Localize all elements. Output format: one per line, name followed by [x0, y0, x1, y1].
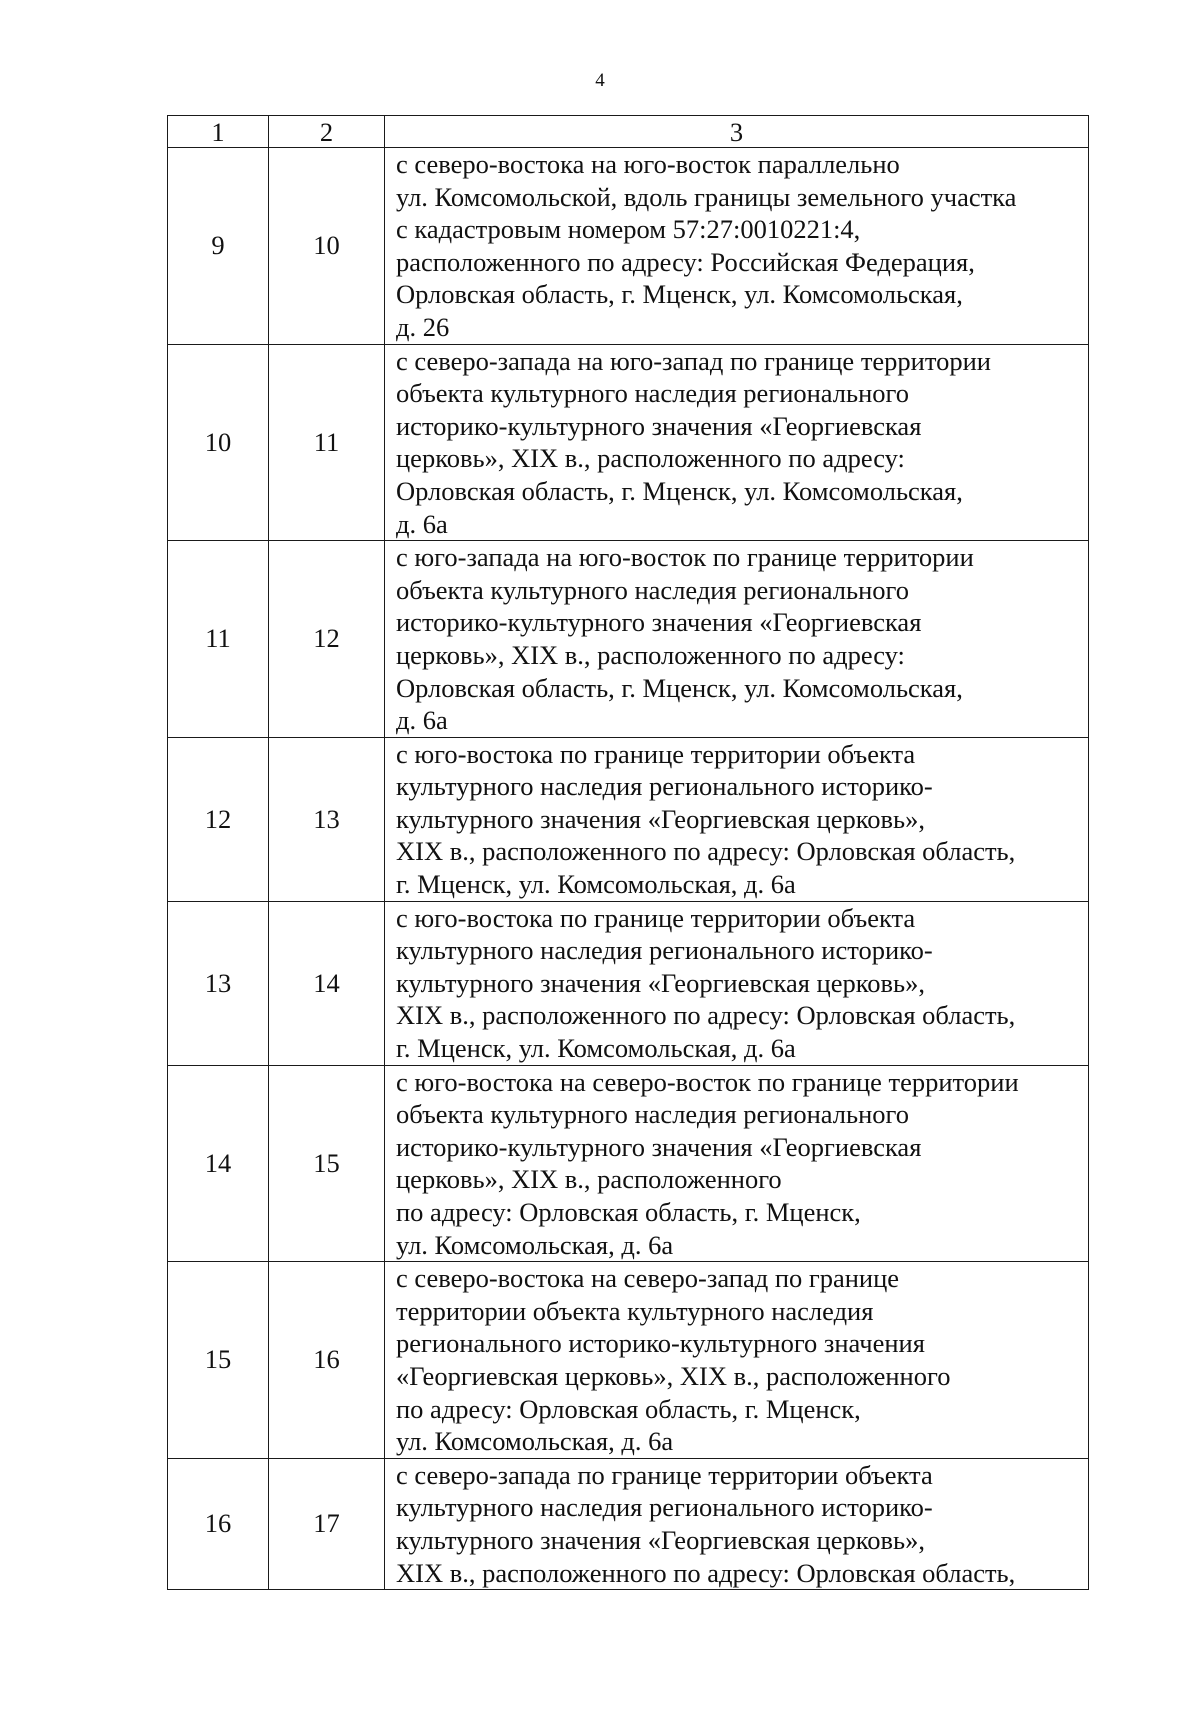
- description-line: с северо-востока на северо-запад по границе: [396, 1263, 900, 1294]
- description-line: церковь», XIX в., расположенного по адресу:: [396, 443, 905, 474]
- to-point-cell: 14: [269, 901, 385, 1065]
- from-point-cell: 10: [168, 344, 269, 541]
- boundary-description-cell: [385, 1458, 1089, 1589]
- table-row: [168, 737, 1089, 901]
- description-line: историко-культурного значения «Георгиевская: [396, 607, 922, 638]
- description-line: XIX в., расположенного по адресу: Орловская область,: [396, 1557, 1016, 1588]
- to-point-cell: 15: [269, 1065, 385, 1262]
- description-line: культурного наследия регионального историко-: [396, 935, 933, 966]
- description-line: «Георгиевская церковь», XIX в., расположенного: [396, 1360, 951, 1391]
- page-number: 4: [595, 70, 605, 91]
- description-line: культурного значения «Георгиевская церковь»,: [396, 1524, 925, 1555]
- table-row: [168, 344, 1089, 541]
- from-point-cell: 14: [168, 1065, 269, 1262]
- description-line: расположенного по адресу: Российская Федерация,: [396, 246, 975, 277]
- to-point-cell: 16: [269, 1262, 385, 1459]
- boundary-description-cell: [385, 737, 1089, 901]
- description-line: XIX в., расположенного по адресу: Орловская область,: [396, 836, 1016, 867]
- column-header-1: 1: [168, 116, 269, 148]
- boundary-description-cell: [385, 148, 1089, 345]
- description-line: с юго-востока на северо-восток по границе территории: [396, 1066, 1019, 1097]
- boundary-description-cell: [385, 1065, 1089, 1262]
- to-point-cell: 11: [269, 344, 385, 541]
- from-point-cell: 16: [168, 1458, 269, 1589]
- description-line: объекта культурного наследия регионального: [396, 378, 909, 409]
- description-line: регионального историко-культурного значения: [396, 1328, 925, 1359]
- header-row: [168, 116, 1089, 148]
- to-point-cell: 12: [269, 541, 385, 738]
- column-header-2: 2: [269, 116, 385, 148]
- description-line: д. 26: [396, 311, 450, 342]
- to-point-cell: 10: [269, 148, 385, 345]
- description-line: XIX в., расположенного по адресу: Орловская область,: [396, 1000, 1016, 1031]
- to-point-cell: 13: [269, 737, 385, 901]
- description-line: г. Мценск, ул. Комсомольская, д. 6а: [396, 869, 796, 900]
- description-line: ул. Комсомольская, д. 6а: [396, 1229, 674, 1260]
- description-line: с северо-востока на юго-восток параллельно: [396, 149, 900, 179]
- table-row: [168, 541, 1089, 738]
- description-line: культурного наследия регионального историко-: [396, 1492, 933, 1523]
- table-row: [168, 1458, 1089, 1589]
- boundary-description-cell: [385, 541, 1089, 738]
- from-point-cell: 15: [168, 1262, 269, 1459]
- description-line: культурного значения «Георгиевская церковь»,: [396, 967, 925, 998]
- description-line: историко-культурного значения «Георгиевская: [396, 410, 922, 441]
- description-line: церковь», XIX в., расположенного по адресу:: [396, 639, 905, 670]
- description-line: Орловская область, г. Мценск, ул. Комсомольская,: [396, 279, 963, 310]
- description-line: историко-культурного значения «Георгиевская: [396, 1131, 922, 1162]
- table-row: [168, 148, 1089, 345]
- description-line: с юго-востока по границе территории объекта: [396, 902, 916, 933]
- description-line: с юго-востока по границе территории объекта: [396, 738, 916, 769]
- description-line: Орловская область, г. Мценск, ул. Комсомольская,: [396, 475, 963, 506]
- description-line: с юго-запада на юго-восток по границе территории: [396, 542, 974, 573]
- boundary-description-cell: [385, 901, 1089, 1065]
- description-line: с кадастровым номером 57:27:0010221:4,: [396, 214, 861, 245]
- from-point-cell: 13: [168, 901, 269, 1065]
- description-line: ул. Комсомольской, вдоль границы земельного участка: [396, 181, 1017, 212]
- from-point-cell: 11: [168, 541, 269, 738]
- description-line: д. 6а: [396, 705, 448, 736]
- description-line: Орловская область, г. Мценск, ул. Комсомольская,: [396, 672, 963, 703]
- table-row: [168, 901, 1089, 1065]
- description-line: с северо-запада по границе территории объекта: [396, 1459, 933, 1490]
- description-line: г. Мценск, ул. Комсомольская, д. 6а: [396, 1033, 796, 1064]
- description-line: территории объекта культурного наследия: [396, 1295, 874, 1326]
- description-line: церковь», XIX в., расположенного: [396, 1164, 782, 1195]
- description-line: ул. Комсомольская, д. 6а: [396, 1426, 674, 1457]
- description-line: объекта культурного наследия регионального: [396, 1099, 909, 1130]
- column-header-3: 3: [385, 116, 1089, 148]
- table-row: [168, 1262, 1089, 1459]
- description-line: по адресу: Орловская область, г. Мценск,: [396, 1197, 861, 1227]
- description-line: д. 6а: [396, 508, 448, 539]
- table-row: [168, 1065, 1089, 1262]
- boundary-description-cell: [385, 1262, 1089, 1459]
- from-point-cell: 9: [168, 148, 269, 345]
- description-line: по адресу: Орловская область, г. Мценск,: [396, 1393, 861, 1424]
- from-point-cell: 12: [168, 737, 269, 901]
- boundary-description-cell: [385, 344, 1089, 541]
- to-point-cell: 17: [269, 1458, 385, 1589]
- description-line: культурного наследия регионального историко-: [396, 771, 933, 802]
- description-line: с северо-запада на юго-запад по границе территории: [396, 345, 991, 376]
- boundary-table: [167, 115, 1089, 1590]
- description-line: объекта культурного наследия регионального: [396, 574, 909, 605]
- description-line: культурного значения «Георгиевская церковь»,: [396, 803, 925, 834]
